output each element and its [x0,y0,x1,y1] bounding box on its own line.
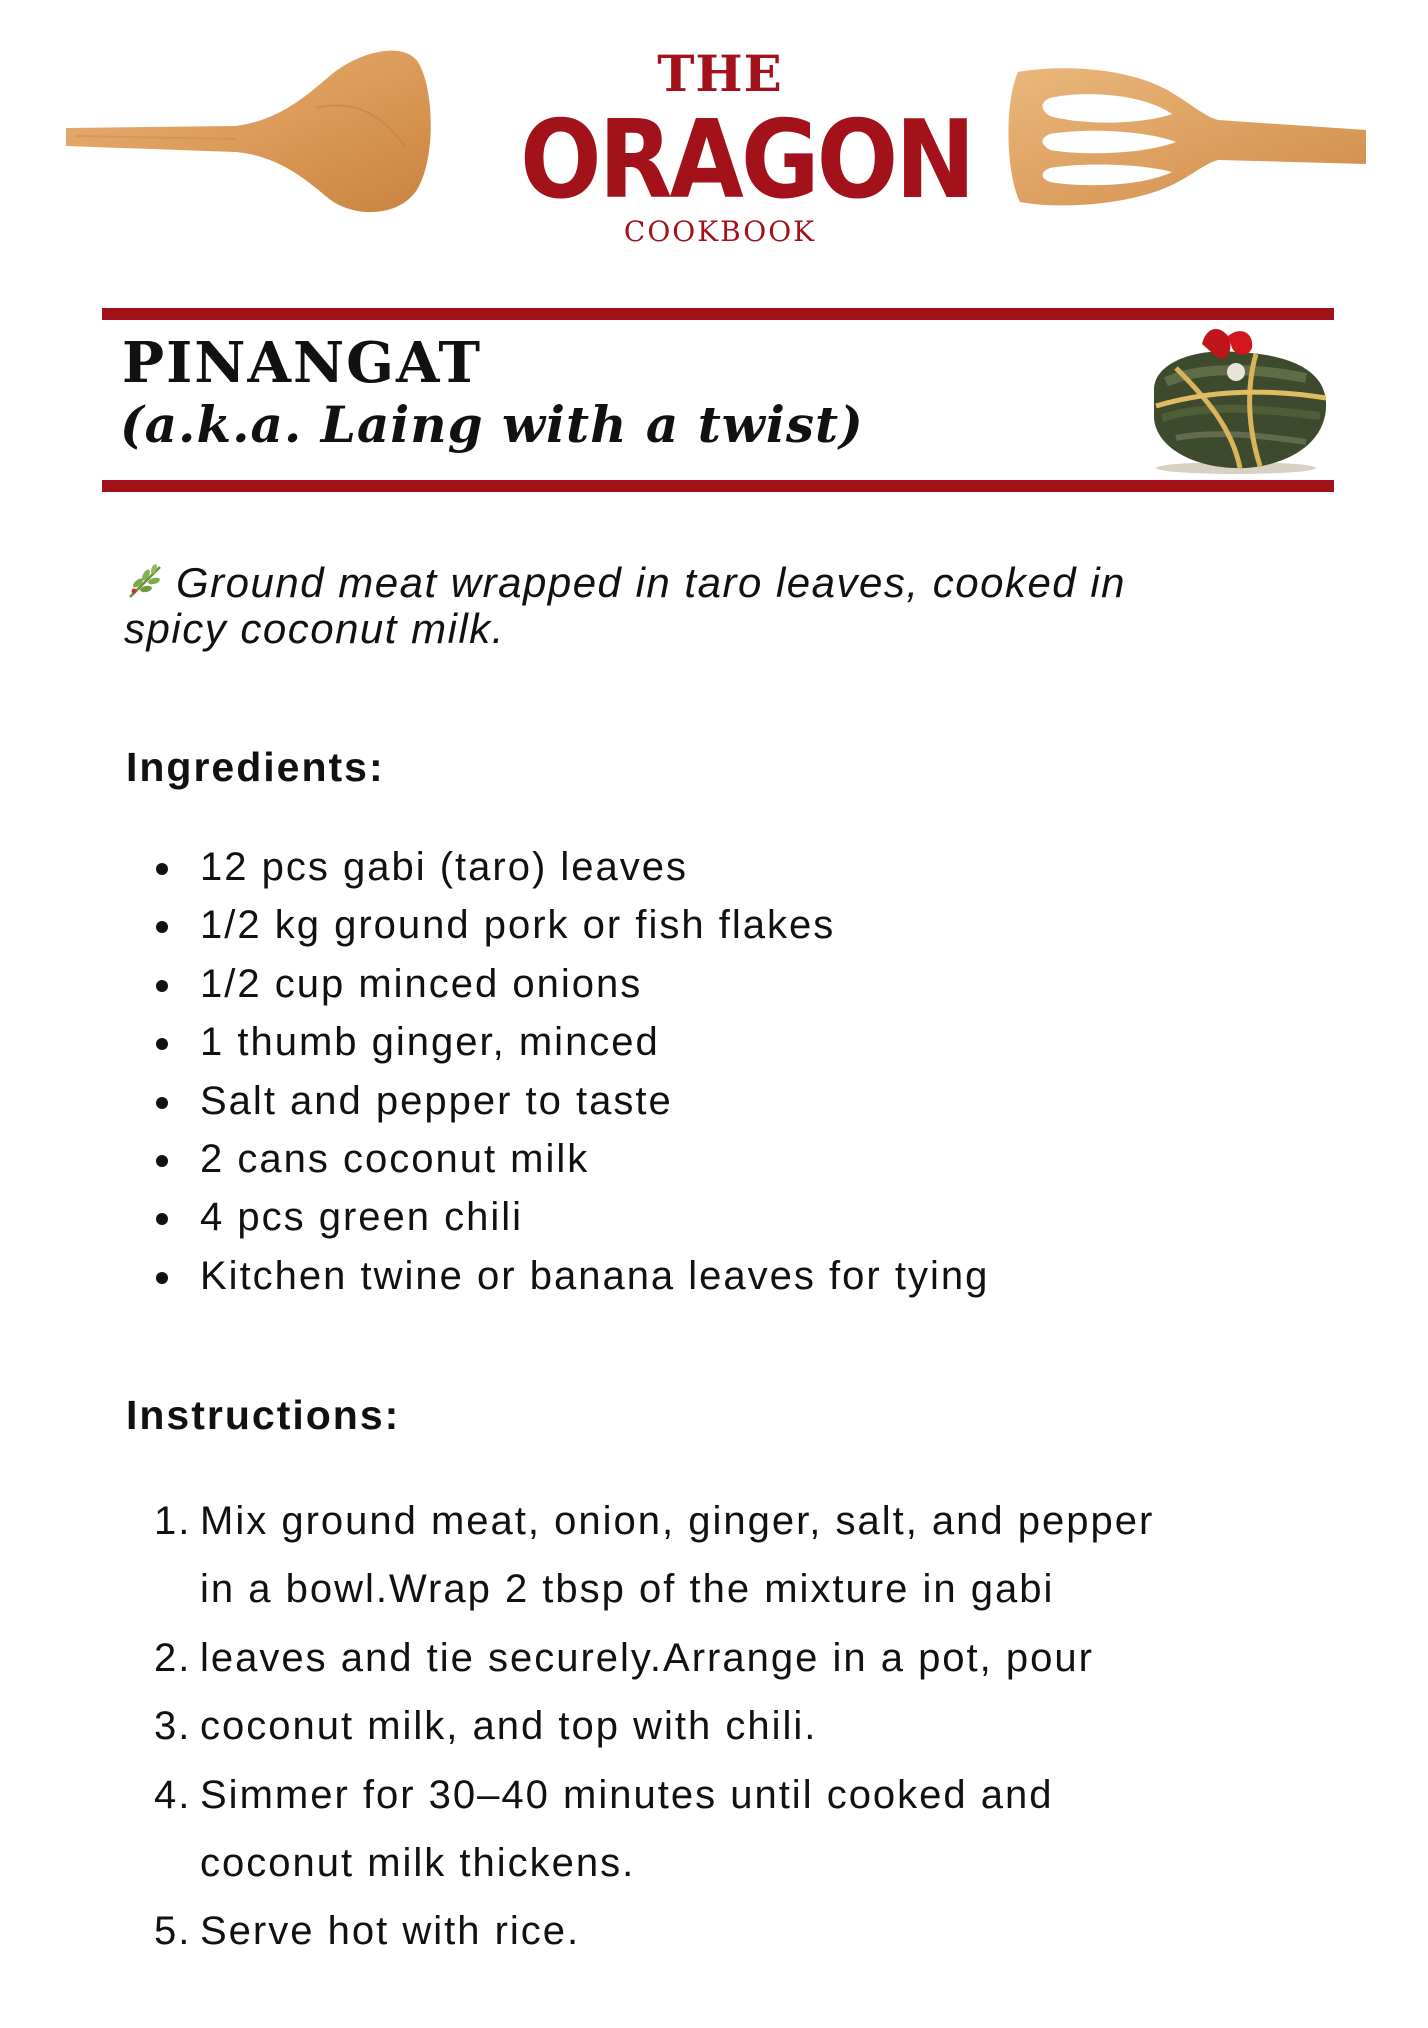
wooden-spoon-icon [66,48,438,218]
instruction-text: leaves and tie securely.Arrange in a pot, pour [200,1635,1094,1680]
ingredient-item: Kitchen twine or banana leaves for tying [200,1247,989,1305]
instruction-line [154,1624,1154,1692]
herb-sprig-icon [124,561,166,601]
instruction-line [154,1829,1154,1897]
instructions-list [154,1487,1154,1966]
instruction-number: 2. [154,1635,192,1680]
description-line-1: Ground meat wrapped in taro leaves, cooked in [176,559,1127,606]
brand-logo [520,44,973,252]
instruction-text: coconut milk, and top with chili. [200,1704,818,1749]
instruction-number: 3. [154,1704,192,1749]
brand-line-oragon: ORAGON [520,97,973,223]
instruction-line [154,1761,1154,1829]
brand-line-the: THE [657,44,783,103]
ingredient-item: Salt and pepper to taste [200,1072,989,1130]
instruction-line [154,1555,1154,1623]
instruction-number: 5. [154,1909,192,1954]
ingredients-list [200,838,989,1305]
pinangat-dish-photo [1136,318,1334,476]
instruction-text: Simmer for 30–40 minutes until cooked and [200,1772,1054,1817]
instruction-line [154,1692,1154,1760]
instruction-text: Mix ground meat, onion, ginger, salt, and pepper [200,1499,1155,1543]
ingredient-item: 1/2 cup minced onions [200,955,989,1013]
instruction-number: 1. [154,1499,192,1543]
instructions-heading: Instructions: [126,1392,401,1438]
ingredients-heading: Ingredients: [126,744,385,790]
description-line-2: spicy coconut milk. [124,605,505,652]
ingredient-item: 4 pcs green chili [200,1188,989,1246]
instruction-number: 4. [154,1772,192,1817]
instruction-text: Serve hot with rice. [200,1909,581,1954]
instruction-text: coconut milk thickens. [200,1840,636,1885]
ingredient-item: 1/2 kg ground pork or fish flakes [200,896,989,954]
title-rule-bottom [102,480,1334,492]
ingredient-item: 1 thumb ginger, minced [200,1013,989,1071]
instruction-text: in a bowl.Wrap 2 tbsp of the mixture in gabi [200,1567,1055,1612]
instruction-line [154,1487,1154,1555]
slotted-spatula-icon [1004,64,1366,214]
recipe-title: PINANGAT [122,330,483,396]
ingredient-item: 12 pcs gabi (taro) leaves [200,838,989,896]
brand-line-cookbook: COOKBOOK [623,215,817,248]
instruction-line [154,1897,1154,1965]
recipe-subtitle: (a.k.a. Laing with a twist) [120,395,864,454]
ingredient-item: 2 cans coconut milk [200,1130,989,1188]
recipe-description [124,560,1244,652]
